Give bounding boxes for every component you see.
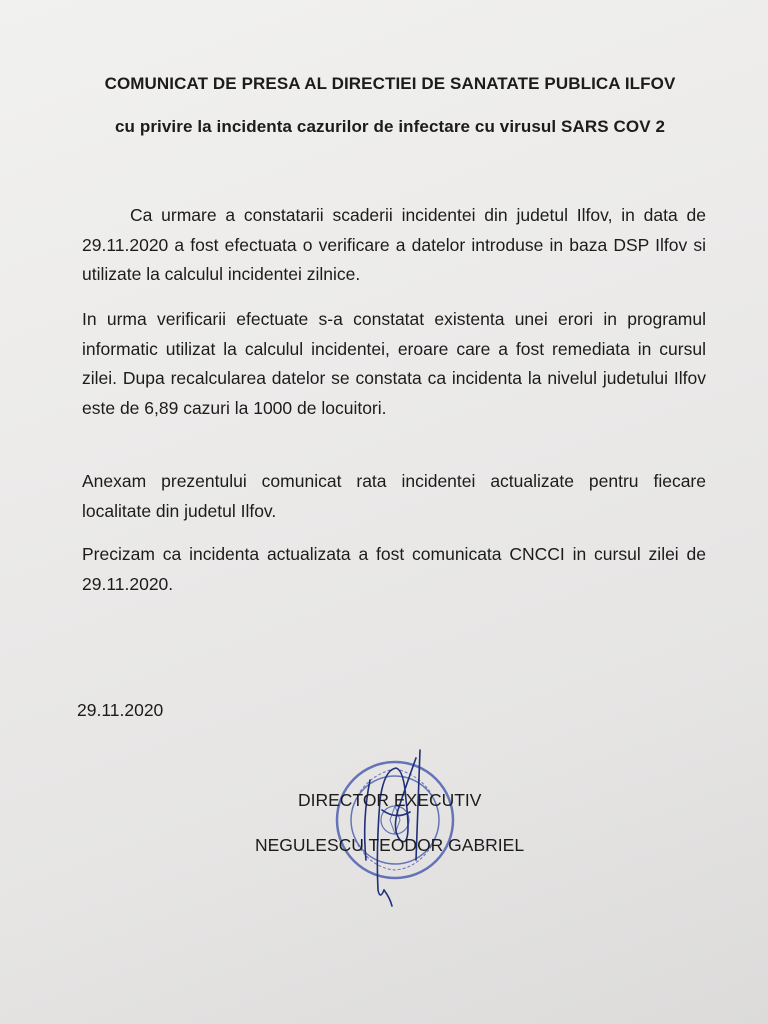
signature-block <box>240 740 540 910</box>
paragraph-2: In urma verificarii efectuate s-a constatat existenta unei erori in programul informatic utilizat la calculul incidentei, eroare care a fost remediata in cursul zilei. Dupa recalcularea datelor se constata ca incidenta la nivelul judetului Ilfov este de 6,89 cazuri la 1000 de locuitori. <box>82 309 706 418</box>
document-title: COMUNICAT DE PRESA AL DIRECTIEI DE SANATATE PUBLICA ILFOV <box>104 74 676 93</box>
document-date: 29.11.2020 <box>77 700 164 720</box>
signatory-name: NEGULESCU TEODOR GABRIEL <box>255 835 525 855</box>
official-stamp-icon <box>300 740 480 910</box>
signatory-title: DIRECTOR EXECUTIV <box>298 790 482 810</box>
paragraph-4: Precizam ca incidenta actualizata a fost comunicata CNCCI in cursul zilei de 29.11.2020. <box>82 544 706 594</box>
document-subtitle: cu privire la incidenta cazurilor de infectare cu virusul SARS COV 2 <box>114 117 666 136</box>
paragraph-3: Anexam prezentului comunicat rata incidentei actualizate pentru fiecare localitate din judetul Ilfov. <box>82 471 706 521</box>
paragraph-1: Ca urmare a constatarii scaderii incidentei din judetul Ilfov, in data de 29.11.2020 a fost efectuata o verificare a datelor introduse in baza DSP Ilfov si utilizate la calculul incidentei zilnice. <box>82 205 706 284</box>
